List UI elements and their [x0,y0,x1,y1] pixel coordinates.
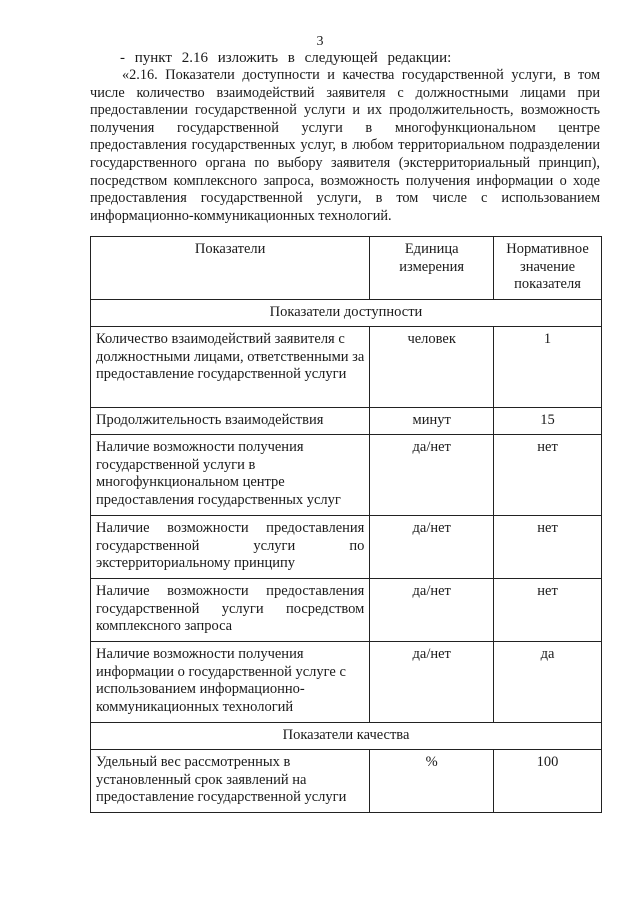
row-value: 100 [494,750,602,813]
row-unit: да/нет [370,579,494,642]
table-row [91,750,602,813]
row-indicator: Наличие возможности получения государственной услуги в многофункциональном центре предоставления государственных услуг [91,435,370,516]
amendment-paragraph: «2.16. Показатели доступности и качества государственной услуги, в том числе количество взаимодействий заявителя с должностными лицами при предоставлении государственной услуги и их продолжительность, возможность получения государственной услуги в многофункциональном центре предоставления государственных услуг, в любом территориальном подразделении государственного органа по выбору заявителя (экстерриториальный принцип), посредством комплексного запроса, возможность получения информации о ходе предоставления государственной услуги, в том числе с использованием информационно-коммуникационных технологий. [90,67,600,224]
row-value: нет [494,516,602,579]
page-number: 3 [316,34,324,49]
row-value: да [494,642,602,723]
row-indicator: Наличие возможности получения информации о государственной услуге с использованием информационно-коммуникационных технологий [91,642,370,723]
table-row [91,579,602,642]
row-indicator: Наличие возможности предоставления государственной услуги посредством комплексного запроса [91,579,370,642]
table-row [91,435,602,516]
table-header-row [91,237,602,300]
row-value: 15 [494,408,602,435]
row-value: нет [494,579,602,642]
header-normative: Нормативное значение показателя [494,237,602,300]
row-value: нет [494,435,602,516]
section-availability: Показатели доступности [91,300,602,327]
row-unit: да/нет [370,642,494,723]
section-quality: Показатели качества [91,723,602,750]
row-unit: да/нет [370,516,494,579]
amendment-line: - пункт 2.16 изложить в следующей редакции: [120,50,452,66]
row-unit: минут [370,408,494,435]
table-row [91,327,602,408]
table-row [91,642,602,723]
row-indicator: Количество взаимодействий заявителя с должностными лицами, ответственными за предоставление государственной услуги [91,327,370,408]
row-indicator: Удельный вес рассмотренных в установленный срок заявлений на предоставление государственной услуги [91,750,370,813]
row-unit: % [370,750,494,813]
table-row [91,516,602,579]
row-value: 1 [494,327,602,408]
row-unit: человек [370,327,494,408]
table-row [91,408,602,435]
row-unit: да/нет [370,435,494,516]
section-availability-row [91,300,602,327]
row-indicator: Продолжительность взаимодействия [91,408,370,435]
row-indicator: Наличие возможности предоставления государственной услуги по экстерриториальному принципу [91,516,370,579]
section-quality-row [91,723,602,750]
header-indicator: Показатели [91,237,370,300]
header-unit: Единица измерения [370,237,494,300]
indicators-table [90,236,602,813]
